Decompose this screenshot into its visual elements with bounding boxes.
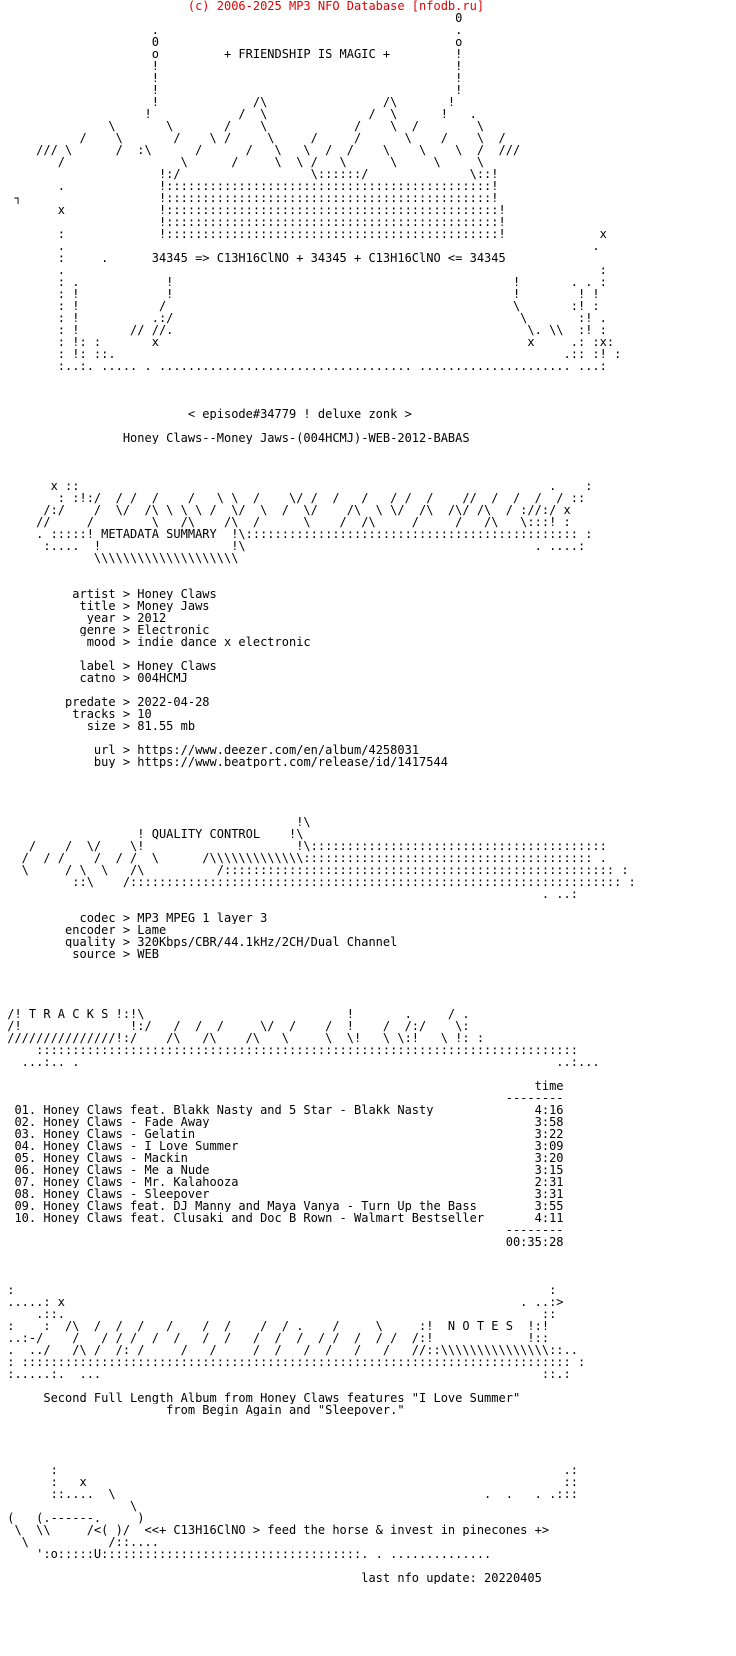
track-row: 07. Honey Claws - Mr. Kalahooza 2:31 — [0, 1176, 564, 1188]
nfo-line — [0, 384, 736, 396]
nfo-line — [0, 1416, 736, 1428]
metadata-row: predate > 2022-04-28 — [0, 696, 210, 708]
nfo-line: : ! // //. \. \\ :! : — [0, 324, 607, 336]
nfo-line: ::\____/:::::::::::::::::::::::::::::::::::::::::::::::::::::::::::::::::::: : — [0, 876, 636, 888]
nfo-line: ! ! — [0, 60, 463, 72]
nfo-line — [0, 564, 736, 576]
nfo-line: from Begin Again and "Sleepover." — [0, 1404, 405, 1416]
nfo-line: ( (.------. __ ) — [0, 1512, 145, 1524]
nfo-line: : !: : x x .: :x: — [0, 336, 615, 348]
nfo-line — [0, 1068, 736, 1080]
nfo-line: /! T R A C K S !:!\_____ ___ ______ ____ _____ !____ _ . ____/_. — [0, 1008, 470, 1020]
metadata-url-label: buy > — [0, 756, 138, 768]
nfo-line — [0, 1440, 736, 1452]
nfo-line — [0, 900, 736, 912]
track-row: 10. Honey Claws feat. Clusaki and Doc B Rown - Walmart Bestseller 4:11 — [0, 1212, 564, 1224]
nfo-line: : __:__/\ / / / _/ _/__/ /__/ .___ /_____\ ___ :! N O T E S !:! — [0, 1320, 550, 1332]
nfo-line — [0, 396, 736, 408]
nfo-line: ...:.. . ..:... — [0, 1056, 600, 1068]
nfo-line — [0, 972, 736, 984]
nfo-line: //_____/________\___/\____/\__/______\____/__/\_____/_____/___/\___\:::! : — [0, 516, 571, 528]
nfo-line — [0, 372, 736, 384]
nfo-line: 0 — [0, 12, 463, 24]
track-row: 06. Honey Claws - Me a Nude 3:15 — [0, 1164, 564, 1176]
nfo-line: time — [0, 1080, 564, 1092]
nfo-line — [0, 780, 736, 792]
nfo-line — [0, 444, 736, 456]
metadata-row: label > Honey Claws — [0, 660, 217, 672]
nfo-line: : ! / \ :! : — [0, 300, 600, 312]
nfo-line: ____________________ !\ — [0, 816, 311, 828]
metadata-row: mood > indie dance x electronic — [0, 636, 311, 648]
metadata-row: year > 2012 — [0, 612, 167, 624]
nfo-line: : ! _ _.:/ \_ _ :! . — [0, 312, 607, 324]
nfo-line: : ! _!_ _!_ ! ! — [0, 288, 600, 300]
nfo-line: / _ / \/ _ \!_____________________!\::::::::::::::::::::::::::::::::::::::::: — [0, 840, 607, 852]
nfo-line: _______________ ______ — [0, 996, 391, 1008]
nfo-line — [0, 804, 736, 816]
nfo-line — [0, 1272, 736, 1284]
nfo-line — [0, 984, 736, 996]
nfo-line: :.....:. ... ::.: — [0, 1368, 571, 1380]
nfo-line: \\\\\\\\\\\\\\\\\\\\ — [0, 552, 239, 564]
nfo-line — [0, 1380, 736, 1392]
metadata-url-label: url > — [0, 744, 138, 756]
nfo-line — [0, 768, 736, 780]
metadata-row: tracks > 10 — [0, 708, 152, 720]
nfo-line: : _ ___!::::::::::::::::::::::::::::::::::::::::::::::!___ _ x — [0, 228, 607, 240]
nfo-line: . ../___/\_/__/:_/_____/___/_____/__/___/__/___/___/___//::\\\\\\\\\\\\\\\::.. — [0, 1344, 578, 1356]
nfo-line: ! ! — [0, 72, 463, 84]
nfo-line — [0, 684, 736, 696]
nfo-line: _______ ____ ! QUALITY CONTROL !\ — [0, 828, 304, 840]
nfo-line: /________________\______/_____\__\_/___\______\_____\_____\ — [0, 156, 485, 168]
nfo-line: ! ! — [0, 84, 463, 96]
metadata-row: source > WEB — [0, 948, 159, 960]
nfo-line — [0, 960, 736, 972]
nfo-line: : :!:/ _/ / / __/ __\ \ / __\/ / / / __/ / / __// / / / / :: — [0, 492, 586, 504]
nfo-line — [0, 1248, 736, 1260]
nfo-line — [0, 1260, 736, 1272]
metadata-row: title > Money Jaws — [0, 600, 210, 612]
metadata-row: artist > Honey Claws — [0, 588, 217, 600]
nfo-line — [0, 456, 736, 468]
nfo-line: \ \\_____/<(_)/ <<+ C13H16ClNO > feed the horse & invest in pinecones +> — [0, 1524, 550, 1536]
track-row: 02. Honey Claws - Fade Away 3:58 — [0, 1116, 564, 1128]
nfo-line — [0, 420, 736, 432]
credit-header: (c) 2006-2025 MP3 NFO Database [nfodb.ru] — [0, 0, 485, 12]
nfo-line: . :::::! METADATA SUMMARY !\:::::::::::::::::::::::::::::::::::::::::::::: : — [0, 528, 593, 540]
nfo-line: !::::::::::::::::::::::::::::::::::::::::::::::! — [0, 216, 506, 228]
track-row: 03. Honey Claws - Gelatin 3:22 — [0, 1128, 564, 1140]
nfo-line: \_____/ \__\___/\__________/:::::::::::::::::::::::::::::::::::::::::::::::::::::: : — [0, 864, 629, 876]
nfo-line: . !:::::::::::::::::::::::::::::::::::::::::::::! — [0, 180, 499, 192]
nfo-line: :..:. ..... . ................................... ..................... ...: — [0, 360, 607, 372]
metadata-row: quality > 320Kbps/CBR/44.1kHz/2CH/Dual Channel — [0, 936, 398, 948]
nfo-line: : : — [0, 1284, 557, 1296]
nfo-line: _/:/ ___/__\/__/\ \_\ \_/ \/ \__/ \/ ___/\__\ \/ /\__/\/ /\__/ ://:/ x — [0, 504, 571, 516]
metadata-url-link[interactable]: https://www.beatport.com/release/id/1417544 — [137, 756, 448, 768]
nfo-line: \___________/::.... — [0, 1536, 159, 1548]
nfo-line: : :::::::::::::::::::::::::::::::::::::::::::::::::::::::::::::::::::::::::::: : — [0, 1356, 586, 1368]
track-row: 08. Honey Claws - Sleepover 3:31 — [0, 1188, 564, 1200]
metadata-url-row — [0, 756, 736, 768]
nfo-line: ///////////////!:/____/\___/\____/\___\_____\__\!___\_\:!___\_!: : — [0, 1032, 485, 1044]
nfo-line: /// \______/ :\ / / \ \ / / \ \__ \ /__/// — [0, 144, 521, 156]
metadata-row: encoder > Lame — [0, 924, 167, 936]
nfo-line: .....: x _ _ . ..:> — [0, 1296, 564, 1308]
nfo-line — [0, 732, 736, 744]
release-name: Honey_Claws--Money_Jaws-(004HCMJ)-WEB-2012-BABAS — [0, 432, 470, 444]
nfo-line: !:/__________________\::::::/______________\::! — [0, 168, 499, 180]
episode-line: < episode#34779 ! deluxe zonk > — [0, 408, 412, 420]
nfo-line: Second Full Length Album from Honey Claws features "I Love Summer" — [0, 1392, 521, 1404]
nfo-line: ┐ !:::::::::::::::::::::::::::::::::::::::::::::! — [0, 192, 499, 204]
nfo-line: : .: — [0, 1464, 578, 1476]
nfo-line: :.... !__________________!\ . ....: — [0, 540, 586, 552]
nfo-line — [0, 792, 736, 804]
nfo-line: . ..: — [0, 888, 578, 900]
nfo-line: _ ___ _ / \___ / \_/ _ \ / ___/ __ \ / __\__/_ ___ _ — [0, 132, 557, 144]
nfo-line — [0, 648, 736, 660]
metadata-row: size > 81.55 mb — [0, 720, 196, 732]
nfo-line: /!_______________!:/ /__/ / _ \/ / __/ !__ / /:/ __\: — [0, 1020, 470, 1032]
metadata-row: codec > MP3 MPEG 1 layer 3 — [0, 912, 268, 924]
nfo-line: . . — [0, 24, 463, 36]
nfo-line: ..:-/ __/ / / / / / / / / / / / / / / / /:!_____________!:: — [0, 1332, 550, 1344]
track-row: 05. Honey Claws - Mackin 3:20 — [0, 1152, 564, 1164]
nfo-line — [0, 576, 736, 588]
metadata-url-link[interactable]: https://www.deezer.com/en/album/4258031 — [137, 744, 420, 756]
metadata-url-row — [0, 744, 736, 756]
nfo-line: : . _ ___!_______________________________________________!___ _ . . : — [0, 276, 607, 288]
nfo-line: ::::::::::::::::::::::::::::::::::::::::::::::::::::::::::::::::::::::::::: — [0, 1044, 578, 1056]
nfo-line: ____!___ / \ / \ __!___. — [0, 108, 477, 120]
track-row: 09. Honey Claws feat. DJ Manny and Maya Vanya - Turn Up the Bass 3:55 — [0, 1200, 564, 1212]
nfo-line — [0, 1560, 736, 1572]
nfo-line: 0 o — [0, 36, 463, 48]
nfo-line — [0, 1428, 736, 1440]
track-row: 01. Honey Claws feat. Blakk Nasty and 5 Star - Blakk Nasty 4:16 — [0, 1104, 564, 1116]
nfo-line: ::.... \ . . . .::: — [0, 1488, 578, 1500]
nfo-line: / /_/ _ / /_/ \______/\\\\\\\\\\\\\:::::::::::::::::::::::::::::::::::::::: . — [0, 852, 607, 864]
nfo-line: -------- — [0, 1224, 564, 1236]
nfo-line: . : — [0, 264, 607, 276]
nfo-line: x :: ___ ___ ____ ___ ____ ____ ____ ___ ____ ____ ____ ____ ___.____: — [0, 480, 593, 492]
nfo-line: ':o:::::U::::::::::::::::::::::::::::::::::::. . .............. — [0, 1548, 492, 1560]
nfo-line — [0, 468, 736, 480]
last-update: last nfo update: 20220405 — [0, 1572, 542, 1584]
nfo-line: _______________\__ — [0, 1500, 152, 1512]
nfo-line: : . 34345 => C13H16ClNO + 34345 + C13H16ClNO <= 34345 — [0, 252, 506, 264]
nfo-line: o + FRIENDSHIP IS MAGIC + ! — [0, 48, 463, 60]
track-row: 04. Honey Claws - I Love Summer 3:09 — [0, 1140, 564, 1152]
metadata-row: catno > 004HCMJ — [0, 672, 188, 684]
nfo-line: ! /\ /\ ! — [0, 96, 456, 108]
nfo-line: . . — [0, 240, 600, 252]
nfo-line: : !: ::. .:: :! : — [0, 348, 622, 360]
metadata-row: genre > Electronic — [0, 624, 210, 636]
nfo-line: 00:35:28 — [0, 1236, 564, 1248]
nfo-line: -------- — [0, 1092, 564, 1104]
nfo-line: .::. ____ ______ _____ ___ ______ ___________ :: — [0, 1308, 557, 1320]
nfo-line: _______\ \____ / \_______ / \ _/ ____ \ — [0, 120, 485, 132]
nfo-line: : x :: — [0, 1476, 578, 1488]
nfo-line — [0, 1452, 736, 1464]
nfo-line: x !::::::::::::::::::::::::::::::::::::::::::::::! — [0, 204, 506, 216]
